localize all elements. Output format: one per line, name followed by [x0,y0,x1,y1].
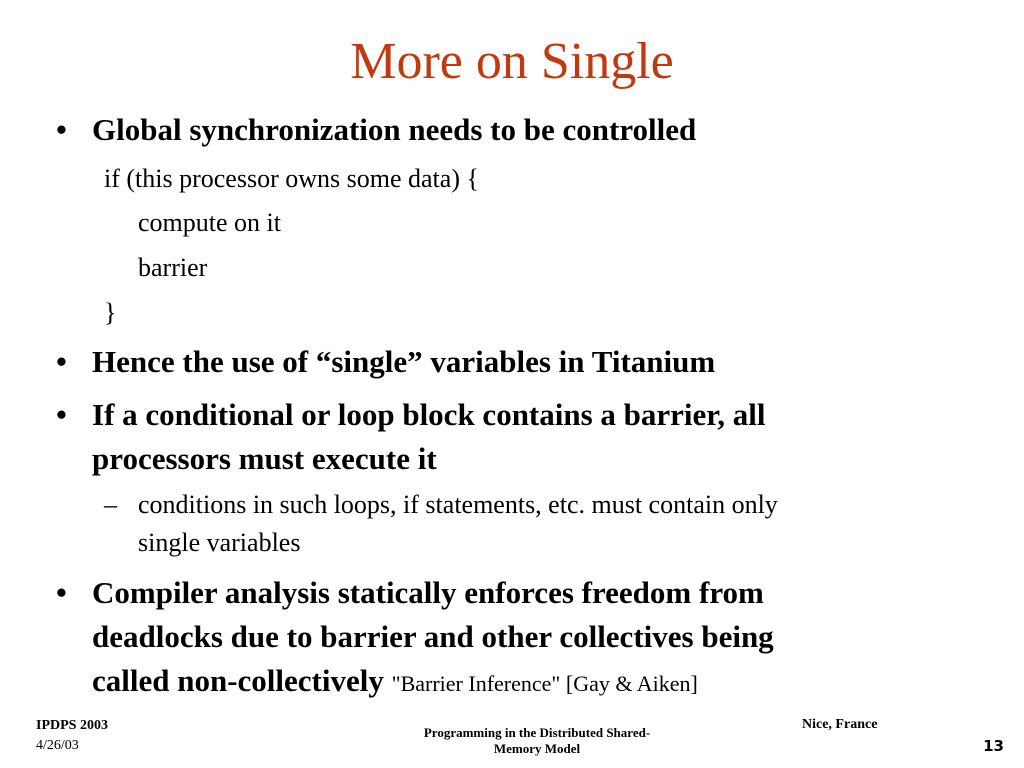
page-number: 13 [983,737,1004,755]
bullet-4-line-3 [92,665,698,696]
bullet-marker: • [56,575,67,610]
code-line-1: if (this processor owns some data) { [104,164,479,193]
slide-title: More on Single [350,33,674,90]
bullet-3-line-2: processors must execute it [92,441,437,476]
bullet-marker: • [56,344,67,379]
footer-talk-title-line-1: Programming in the Distributed Shared- [423,725,651,740]
footer-conference: IPDPS 2003 [36,718,108,733]
bullet-1: Global synchronization needs to be controlled [92,112,697,147]
bullet-4-text: called non-collectively [92,663,384,698]
footer-date: 4/26/03 [36,738,79,753]
sub-bullet-1-line-2: single variables [138,528,301,557]
footer-talk-title [362,725,712,758]
sub-bullet-marker: – [104,490,117,519]
code-line-3: barrier [138,253,208,282]
footer-talk-title-line-2: Memory Model [493,741,581,757]
code-line-2: compute on it [138,208,281,237]
citation: "Barrier Inference" [Gay & Aiken] [391,671,698,696]
bullet-marker: • [56,112,67,147]
bullet-3-line-1: If a conditional or loop block contains a barrier, all [92,397,766,432]
bullet-4-line-1: Compiler analysis statically enforces freedom from [92,575,764,610]
bullet-marker: • [56,397,67,432]
sub-bullet-1-line-1: conditions in such loops, if statements, etc. must contain only [138,490,778,519]
bullet-2: Hence the use of “single” variables in Titanium [92,344,716,379]
bullet-4-line-2: deadlocks due to barrier and other collectives being [92,619,774,654]
code-line-4: } [104,298,117,327]
footer-location: Nice, France [802,717,878,732]
